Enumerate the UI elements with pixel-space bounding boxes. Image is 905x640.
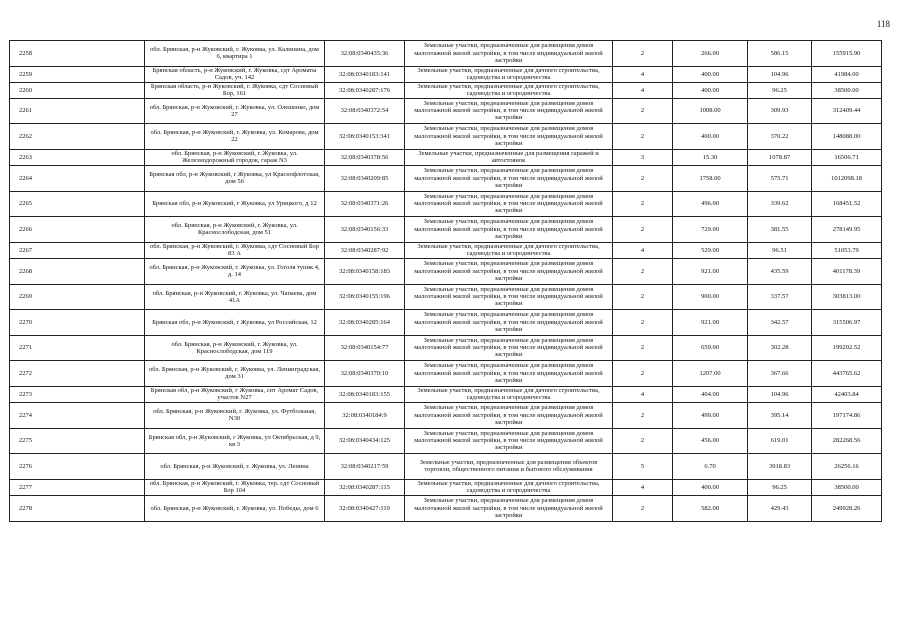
cadastral-value-cell: 401178.39 (812, 259, 882, 285)
specific-value-cell: 104.96 (748, 66, 812, 83)
specific-value-cell: 429.43 (748, 496, 812, 522)
address-cell: обл. Брянская, р-н Жуковский, г. Жуковка, ул. Комарова, дом 22 (145, 124, 325, 150)
group-cell: 2 (613, 428, 673, 454)
table-row (10, 361, 882, 387)
specific-value-cell: 370.22 (748, 124, 812, 150)
table-row (10, 191, 882, 217)
cadastral-value-cell: 303813.00 (812, 284, 882, 310)
group-cell: 2 (613, 41, 673, 67)
address-cell: Брянская область, р-н Жуковский, г. Жуковка, сдт Сосновый Бор, 161 (145, 83, 325, 99)
table-row (10, 83, 882, 99)
cadastral-number-cell: 32:08:0340435:36 (325, 41, 405, 67)
land-use-cell: Земельные участки, предназначенные для размещения домов малоэтажной жилой застройки, в том числе индивидуальной жилой застройки (405, 361, 613, 387)
page-number: 118 (876, 19, 890, 29)
area-cell: 15.30 (673, 149, 748, 166)
area-cell: 582.00 (673, 496, 748, 522)
cadastral-number-cell: 32:08:0340183:141 (325, 66, 405, 83)
group-cell: 2 (613, 191, 673, 217)
specific-value-cell: 339.62 (748, 191, 812, 217)
specific-value-cell: 575.71 (748, 166, 812, 192)
group-cell: 2 (613, 98, 673, 124)
cadastral-value-cell: 1012098.18 (812, 166, 882, 192)
address-cell: обл. Брянская, р-н Жуковский, г. Жуковка, сдт Сосновый Бор 83 А (145, 242, 325, 259)
land-use-cell: Земельные участки, предназначенные для размещения гаражей и автостоянок (405, 149, 613, 166)
table-row (10, 149, 882, 166)
group-cell: 4 (613, 479, 673, 496)
land-use-cell: Земельные участки, предназначенные для дачного строительства, садоводства и огородничества (405, 386, 613, 403)
row-number: 2272 (10, 361, 145, 387)
address-cell: обл. Брянская, р-н Жуковский, г. Жуковка, ул. Краснослободская, дом 119 (145, 335, 325, 361)
row-number: 2262 (10, 124, 145, 150)
row-number: 2261 (10, 98, 145, 124)
cadastral-value-cell: 51053.79 (812, 242, 882, 259)
cadastral-value-cell: 38500.00 (812, 479, 882, 496)
land-use-cell: Земельные участки, предназначенные для размещения объектов торговли, общественного питания и бытового обслуживания (405, 454, 613, 480)
area-cell: 529.00 (673, 242, 748, 259)
land-use-cell: Земельные участки, предназначенные для размещения домов малоэтажной жилой застройки, в том числе индивидуальной жилой застройки (405, 335, 613, 361)
area-cell: 400.00 (673, 124, 748, 150)
row-number: 2275 (10, 428, 145, 454)
specific-value-cell: 435.59 (748, 259, 812, 285)
area-cell: 6.70 (673, 454, 748, 480)
table-row (10, 479, 882, 496)
table-row (10, 98, 882, 124)
group-cell: 2 (613, 403, 673, 429)
address-cell: обл. Брянская, р-н Жуковский, г. Жуковка, ул. Гоголя тупик 4, д. 14 (145, 259, 325, 285)
group-cell: 2 (613, 259, 673, 285)
cadastral-number-cell: 32:08:0340156:33 (325, 217, 405, 243)
cadastral-number-cell: 32:08:0340155:196 (325, 284, 405, 310)
cadastral-value-cell: 16506.71 (812, 149, 882, 166)
table-row (10, 386, 882, 403)
cadastral-number-cell: 32:08:0340209:85 (325, 166, 405, 192)
group-cell: 4 (613, 386, 673, 403)
land-use-cell: Земельные участки, предназначенные для размещения домов малоэтажной жилой застройки, в том числе индивидуальной жилой застройки (405, 284, 613, 310)
address-cell: обл. Брянская, р-н Жуковский, г. Жуковка, ул. Калинина, дом 6, квартира 1 (145, 41, 325, 67)
cadastral-number-cell: 32:08:0340372:54 (325, 98, 405, 124)
specific-value-cell: 367.66 (748, 361, 812, 387)
address-cell: обл. Брянская, р-н Жуковский, г. Жуковка, ул. Победы, дом 6 (145, 496, 325, 522)
specific-value-cell: 395.14 (748, 403, 812, 429)
cadastral-number-cell: 32:08:0340371:26 (325, 191, 405, 217)
row-number: 2278 (10, 496, 145, 522)
row-number: 2271 (10, 335, 145, 361)
cadastral-number-cell: 32:08:0340217:59 (325, 454, 405, 480)
cadastral-number-cell: 32:08:0340287:92 (325, 242, 405, 259)
row-number: 2267 (10, 242, 145, 259)
group-cell: 4 (613, 242, 673, 259)
cadastral-value-cell: 199202.52 (812, 335, 882, 361)
address-cell: обл. Брянская, р-н Жуковский, г. Жуковка, тер. сдт Сосновый Бор 104 (145, 479, 325, 496)
area-cell: 1207.00 (673, 361, 748, 387)
address-cell: обл. Брянская, р-н Жуковский, г. Жуковка, ул. Ленина (145, 454, 325, 480)
land-use-cell: Земельные участки, предназначенные для размещения домов малоэтажной жилой застройки, в том числе индивидуальной жилой застройки (405, 428, 613, 454)
cadastral-number-cell: 32:08:0340287:176 (325, 83, 405, 99)
cadastral-number-cell: 32:08:0340427:119 (325, 496, 405, 522)
group-cell: 2 (613, 496, 673, 522)
specific-value-cell: 342.57 (748, 310, 812, 336)
row-number: 2269 (10, 284, 145, 310)
specific-value-cell: 1078.87 (748, 149, 812, 166)
land-use-cell: Земельные участки, предназначенные для дачного строительства, садоводства и огородничества (405, 479, 613, 496)
cadastral-number-cell: 32:08:0340158:183 (325, 259, 405, 285)
table-row (10, 403, 882, 429)
row-number: 2277 (10, 479, 145, 496)
area-cell: 400.00 (673, 479, 748, 496)
cadastral-value-cell: 148088.00 (812, 124, 882, 150)
specific-value-cell: 337.57 (748, 284, 812, 310)
cadastral-number-cell: 32:08:0340153:341 (325, 124, 405, 150)
group-cell: 2 (613, 361, 673, 387)
row-number: 2276 (10, 454, 145, 480)
group-cell: 2 (613, 310, 673, 336)
cadastral-value-table (9, 40, 882, 522)
cadastral-value-cell: 315506.97 (812, 310, 882, 336)
land-use-cell: Земельные участки, предназначенные для размещения домов малоэтажной жилой застройки, в том числе индивидуальной жилой застройки (405, 403, 613, 429)
area-cell: 1758.00 (673, 166, 748, 192)
table-row (10, 41, 882, 67)
row-number: 2265 (10, 191, 145, 217)
land-use-cell: Земельные участки, предназначенные для дачного строительства, садоводства и огородничества (405, 242, 613, 259)
address-cell: обл. Брянская, р-н Жуковский, г. Жуковка, ул. Краснослободская, дом 51 (145, 217, 325, 243)
row-number: 2266 (10, 217, 145, 243)
cadastral-value-cell: 278149.95 (812, 217, 882, 243)
address-cell: Брянская обл, р-н Жуковский, г Жуковка, ул Октябрьская, д 9, кв 3 (145, 428, 325, 454)
cadastral-value-cell: 26256.16 (812, 454, 882, 480)
group-cell: 4 (613, 66, 673, 83)
row-number: 2264 (10, 166, 145, 192)
land-use-cell: Земельные участки, предназначенные для размещения домов малоэтажной жилой застройки, в том числе индивидуальной жилой застройки (405, 41, 613, 67)
area-cell: 400.00 (673, 66, 748, 83)
cadastral-number-cell: 32:08:0340378:56 (325, 149, 405, 166)
specific-value-cell: 3918.83 (748, 454, 812, 480)
row-number: 2268 (10, 259, 145, 285)
table-row (10, 166, 882, 192)
cadastral-number-cell: 32:08:0340285:164 (325, 310, 405, 336)
cadastral-value-cell: 168451.52 (812, 191, 882, 217)
table-row (10, 242, 882, 259)
specific-value-cell: 309.93 (748, 98, 812, 124)
address-cell: обл. Брянская, р-н Жуковский, г. Жуковка, ул. Олешенко, дом 27 (145, 98, 325, 124)
specific-value-cell: 586.15 (748, 41, 812, 67)
land-use-cell: Земельные участки, предназначенные для размещения домов малоэтажной жилой застройки, в том числе индивидуальной жилой застройки (405, 310, 613, 336)
land-use-cell: Земельные участки, предназначенные для размещения домов малоэтажной жилой застройки, в том числе индивидуальной жилой застройки (405, 217, 613, 243)
specific-value-cell: 96.25 (748, 479, 812, 496)
cadastral-number-cell: 32:08:0340434:125 (325, 428, 405, 454)
cadastral-number-cell: 32:08:0340370:10 (325, 361, 405, 387)
table-row (10, 454, 882, 480)
address-cell: обл. Брянская, р-н Жуковский, г. Жуковка, ул. Чапаева, дом 41А (145, 284, 325, 310)
area-cell: 499.00 (673, 403, 748, 429)
table-row (10, 310, 882, 336)
area-cell: 921.00 (673, 310, 748, 336)
specific-value-cell: 104.96 (748, 386, 812, 403)
area-cell: 921.00 (673, 259, 748, 285)
address-cell: обл. Брянская, р-н Жуковский, г. Жуковка, ул. Ленинградская, дом 31 (145, 361, 325, 387)
group-cell: 4 (613, 83, 673, 99)
cadastral-value-cell: 42403.84 (812, 386, 882, 403)
cadastral-value-cell: 282268.56 (812, 428, 882, 454)
specific-value-cell: 381.55 (748, 217, 812, 243)
specific-value-cell: 96.25 (748, 83, 812, 99)
table-row (10, 284, 882, 310)
area-cell: 1008.00 (673, 98, 748, 124)
row-number: 2273 (10, 386, 145, 403)
cadastral-number-cell: 32:08:0340184:9 (325, 403, 405, 429)
address-cell: обл. Брянская, р-н Жуковский, г. Жуковка, ул. Футбольная, N30 (145, 403, 325, 429)
address-cell: Брянская область, р-н Жуковский, г. Жуковка, сдт Ароматы Садов, уч. 142 (145, 66, 325, 83)
land-use-cell: Земельные участки, предназначенные для размещения домов малоэтажной жилой застройки, в том числе индивидуальной жилой застройки (405, 191, 613, 217)
land-use-cell: Земельные участки, предназначенные для дачного строительства, садоводства и огородничества (405, 66, 613, 83)
area-cell: 900.00 (673, 284, 748, 310)
land-use-cell: Земельные участки, предназначенные для размещения домов малоэтажной жилой застройки, в том числе индивидуальной жилой застройки (405, 98, 613, 124)
address-cell: Брянская обл, р-н Жуковский, г Жуковка, ул Урицкого, д 12 (145, 191, 325, 217)
table-row (10, 496, 882, 522)
address-cell: обл. Брянская, р-н Жуковский, г. Жуковка, ул. Железнодорожный городок, гараж N3 (145, 149, 325, 166)
cadastral-value-cell: 443765.62 (812, 361, 882, 387)
table-row (10, 124, 882, 150)
group-cell: 3 (613, 149, 673, 166)
cadastral-number-cell: 32:08:0340154:77 (325, 335, 405, 361)
row-number: 2258 (10, 41, 145, 67)
area-cell: 729.00 (673, 217, 748, 243)
group-cell: 5 (613, 454, 673, 480)
cadastral-value-cell: 249928.26 (812, 496, 882, 522)
group-cell: 2 (613, 284, 673, 310)
land-use-cell: Земельные участки, предназначенные для размещения домов малоэтажной жилой застройки, в том числе индивидуальной жилой застройки (405, 259, 613, 285)
cadastral-value-cell: 197174.86 (812, 403, 882, 429)
address-cell: Брянская обл, р-н Жуковский, г Жуковка, ул Российская, 12 (145, 310, 325, 336)
address-cell: Брянская обл, р-н Жуковский, г Жуковка, ул Краснофлотская, дом 56 (145, 166, 325, 192)
table-row (10, 217, 882, 243)
cadastral-value-cell: 312409.44 (812, 98, 882, 124)
land-use-cell: Земельные участки, предназначенные для размещения домов малоэтажной жилой застройки, в том числе индивидуальной жилой застройки (405, 496, 613, 522)
row-number: 2263 (10, 149, 145, 166)
row-number: 2274 (10, 403, 145, 429)
cadastral-value-cell: 38500.00 (812, 83, 882, 99)
row-number: 2259 (10, 66, 145, 83)
cadastral-number-cell: 32:08:0340287:115 (325, 479, 405, 496)
group-cell: 2 (613, 335, 673, 361)
cadastral-number-cell: 32:08:0340183:155 (325, 386, 405, 403)
area-cell: 496.00 (673, 191, 748, 217)
area-cell: 400.00 (673, 83, 748, 99)
land-use-cell: Земельные участки, предназначенные для размещения домов малоэтажной жилой застройки, в том числе индивидуальной жилой застройки (405, 124, 613, 150)
group-cell: 2 (613, 124, 673, 150)
row-number: 2270 (10, 310, 145, 336)
table-row (10, 259, 882, 285)
specific-value-cell: 96.51 (748, 242, 812, 259)
cadastral-value-cell: 155915.90 (812, 41, 882, 67)
row-number: 2260 (10, 83, 145, 99)
table-body (10, 41, 882, 522)
group-cell: 2 (613, 166, 673, 192)
area-cell: 266.00 (673, 41, 748, 67)
address-cell: Брянская обл, р-н Жуковский, г Жуковка, снт Аромат Садов, участок N27 (145, 386, 325, 403)
group-cell: 2 (613, 217, 673, 243)
area-cell: 456.00 (673, 428, 748, 454)
land-use-cell: Земельные участки, предназначенные для размещения домов малоэтажной жилой застройки, в том числе индивидуальной жилой застройки (405, 166, 613, 192)
table-row (10, 335, 882, 361)
specific-value-cell: 302.28 (748, 335, 812, 361)
table-row (10, 428, 882, 454)
specific-value-cell: 619.01 (748, 428, 812, 454)
area-cell: 404.00 (673, 386, 748, 403)
area-cell: 659.00 (673, 335, 748, 361)
cadastral-value-cell: 41984.00 (812, 66, 882, 83)
table-row (10, 66, 882, 83)
land-use-cell: Земельные участки, предназначенные для дачного строительства, садоводства и огородничества (405, 83, 613, 99)
